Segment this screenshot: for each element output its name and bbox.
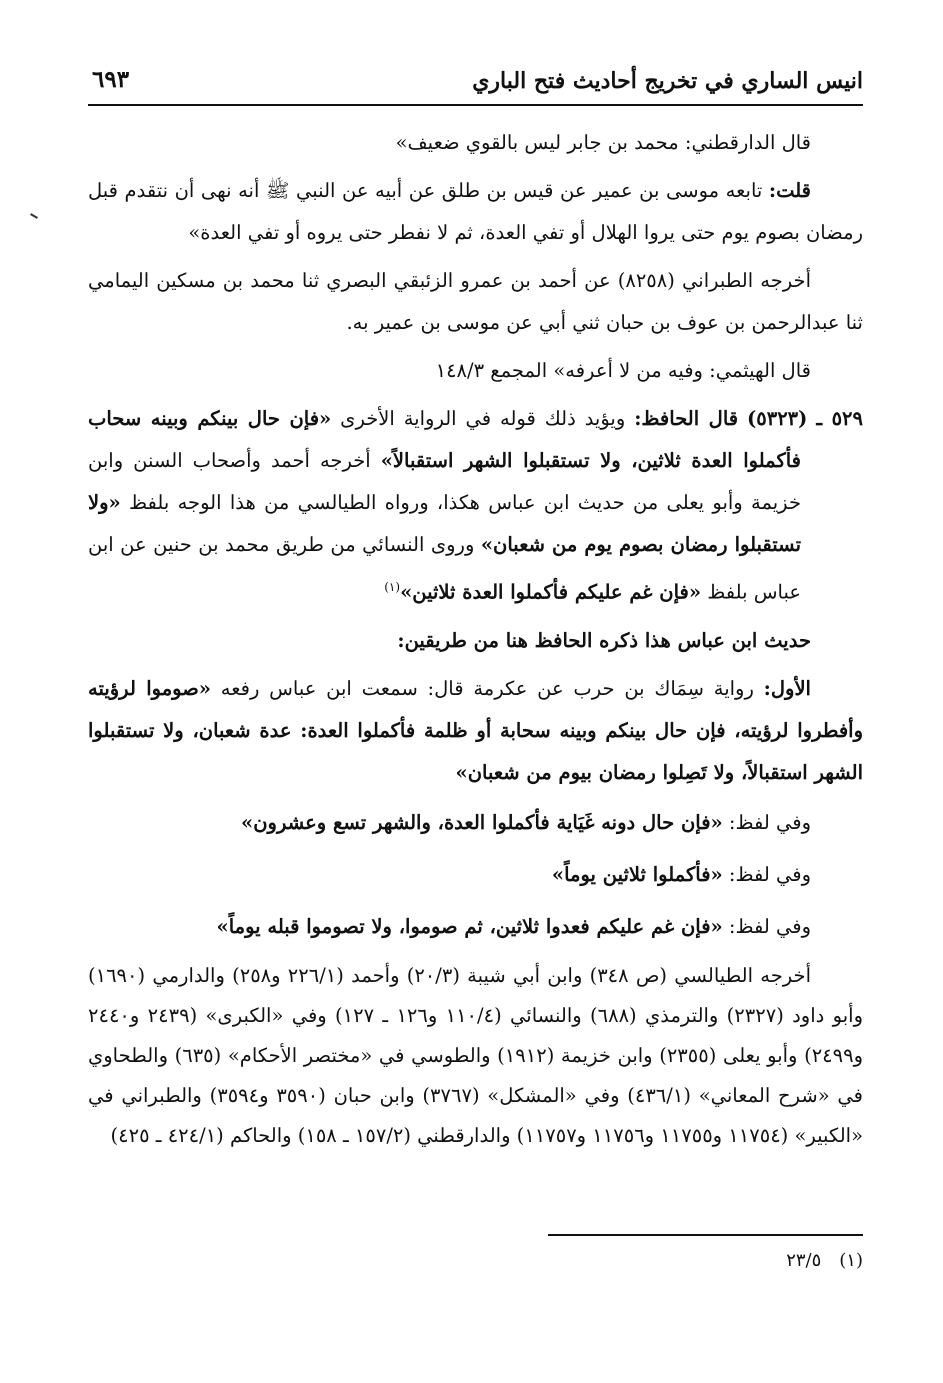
entry-speaker: قال الحافظ: [634, 407, 739, 430]
entry-number: ٥٢٩ ـ [816, 407, 863, 430]
entry-text-2: أخرجه أحمد وأصحاب السنن وابن خزيمة وأبو يعلى من حديث ابن عباس هكذا، ورواه الطيالسي من هذا الوجه بلفظ [88, 449, 801, 514]
section-heading: حديث ابن عباس هذا ذكره الحافظ هنا من طريقين: [397, 628, 811, 652]
paragraph-lead: قلت: [768, 179, 811, 202]
running-title: انيس الساري في تخريج أحاديث فتح الباري [472, 68, 863, 94]
variant-wording-2 [88, 852, 863, 898]
first-route-text: رواية سِمَاك بن حرب عن عكرمة قال: سمعت ابن عباس رفعه [211, 676, 764, 700]
paragraph-daraqutni: قال الدارقطني: محمد بن جابر ليس بالقوي ضعيف» [395, 131, 811, 154]
variant-wording-3 [88, 904, 863, 950]
page-header [88, 64, 863, 106]
variant-lead: وفي لفظ: [722, 862, 811, 886]
variant-wording-1 [88, 800, 863, 846]
footnote-separator [548, 1234, 863, 1236]
footnote-marker: (١) [384, 580, 401, 594]
paragraph-references: أخرجه الطيالسي (ص ٣٤٨) وابن أبي شيبة (٢٠/٣) وأحمد (٢٢٦/١ و٢٥٨) والدارمي (١٦٩٠) وأبو داود (٢٣٢٧) والترمذي (٦٨٨) والنسائي (١١٠/٤ و١٢٦ ـ ١٢٧) وفي «الكبرى» (٢٤٣٩ و٢٤٤٠ و٢٤٩٩) وأبو يعلى (٢٣٥٥) وابن خزيمة (١٩١٢) والطوسي في «مختصر الأحكام» (٦٣٥) والطحاوي في «شرح المعاني» (٤٣٦/١) وفي «المشكل» (٣٧٦٧) وابن حبان (٣٥٩٠ و٣٥٩٤) والطبراني في «الكبير» (١١٧٥٤ و١١٧٥٥ و١١٧٥٦ و١١٧٥٧) والدارقطني (١٥٧/٢ ـ ١٥٨) والحاكم (٤٢٤/١ ـ ٤٢٥) [88, 963, 864, 1147]
footnote-number: (١) [839, 1250, 863, 1271]
footnote [463, 1246, 863, 1276]
paragraph-first-route [88, 668, 863, 794]
variant-text: «فأكملوا ثلاثين يوماً» [551, 862, 723, 886]
paragraph-text: تابعه موسى بن عمير عن قيس بن طلق عن أبيه عن النبي ﷺ أنه نهى أن نتقدم قبل رمضان بصوم يوم حتى يروا الهلال أو تفي العدة، ثم لا نفطر حتى يروه أو تفي العدة» [88, 179, 863, 244]
variant-text: «فإن غم عليكم فعدوا ثلاثين، ثم صوموا، ولا تصوموا قبله يوماً» [216, 914, 723, 938]
page-number: ٦٩٣ [92, 66, 130, 93]
variant-text: «فإن حال دونه غَيَاية فأكملوا العدة، والشهر تسع وعشرون» [241, 810, 723, 834]
scan-mark [30, 213, 38, 219]
entry-text-3: وروى النسائي من طريق محمد بن حنين عن ابن عباس بلفظ [88, 533, 801, 604]
first-route-lead: الأول: [763, 676, 811, 700]
first-route-quote: «صوموا لرؤيته وأفطروا لرؤيته، فإن حال بينكم وبينه سحابة أو ظلمة فأكملوا العدة: عدة شعبان، ولا تستقبلوا الشهر استقبالاً، ولا تَصِلوا رمضان بيوم من شعبان» [88, 676, 863, 784]
variant-lead: وفي لفظ: [722, 914, 811, 938]
variant-lead: وفي لفظ: [722, 810, 811, 834]
entry-text-1: ويؤيد ذلك قوله في الرواية الأخرى [331, 407, 635, 430]
paragraph-qultu [88, 170, 863, 254]
paragraph-tabarani: أخرجه الطبراني (٨٢٥٨) عن أحمد بن عمرو الزئبقي البصري ثنا محمد بن مسكين اليمامي ثنا عبدالرحمن بن عوف بن حبان ثني أبي عن موسى بن عمير به. [88, 269, 863, 334]
hadith-entry-529 [88, 398, 863, 614]
paragraph-haythami: قال الهيثمي: وفيه من لا أعرفه» المجمع ١٤٨/٣ [435, 359, 811, 382]
entry-quote-2: «ولا تستقبلوا رمضان بصوم يوم من شعبان» [88, 491, 801, 556]
footnote-text: ٢٣/٥ [786, 1250, 822, 1271]
page-body [88, 122, 863, 1162]
entry-ref: (٥٣٢٣) [747, 407, 808, 430]
entry-quote-1: «فإن حال بينكم وبينه سحاب فأكملوا العدة ثلاثين، ولا تستقبلوا الشهر استقبالاً» [88, 407, 801, 472]
entry-quote-3: «فإن غم عليكم فأكملوا العدة ثلاثين» [400, 580, 702, 604]
